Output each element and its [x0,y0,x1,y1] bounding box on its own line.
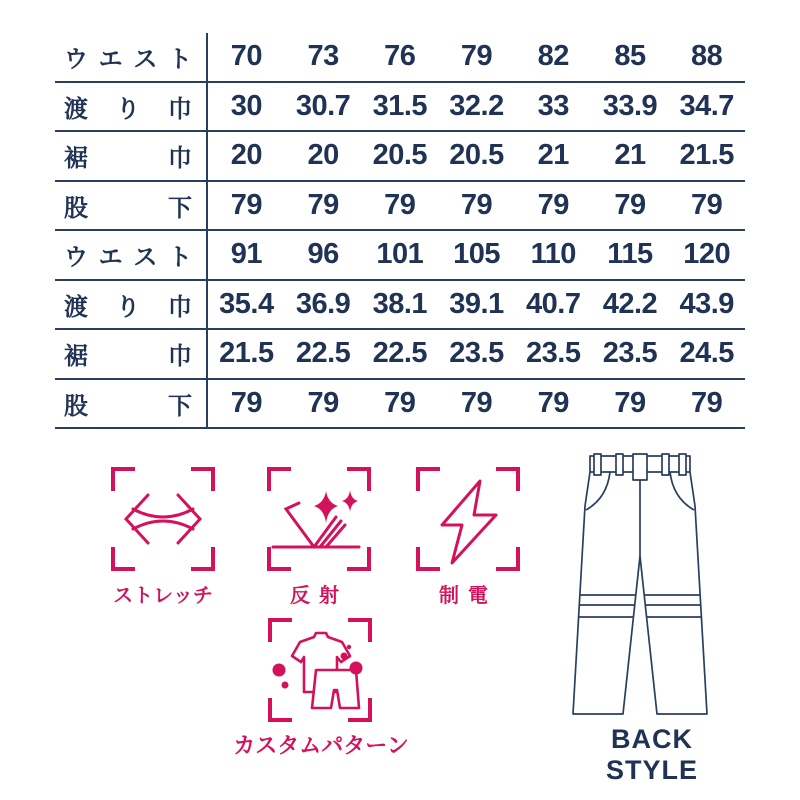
pants-back-icon [570,446,710,726]
table-row [55,380,745,430]
table-row [55,182,745,232]
table-cell: 36.9 [295,287,351,320]
table-cell: 73 [307,40,339,73]
row-label: 渡り巾 [55,281,208,329]
table-row [55,231,745,281]
row-label: 裾巾 [55,132,208,180]
table-cell: 42.2 [602,287,658,320]
table-cell: 115 [607,238,653,271]
reflective-icon [259,459,379,579]
table-cell: 79 [384,188,416,221]
table-cell: 43.9 [679,287,734,320]
table-cell: 79 [460,386,493,419]
table-cell: 20.5 [449,139,504,172]
row-label: 渡り巾 [55,83,208,131]
row-label: 裾巾 [55,330,208,378]
table-cell: 70 [230,40,262,73]
back-style-label: BACK STYLE [605,724,698,785]
table-cell: 24.5 [679,337,734,370]
row-label: 股下 [55,182,208,230]
table-cell: 40.7 [526,287,581,320]
table-cell: 79 [691,386,723,419]
table-row [55,33,745,83]
table-cell: 30.7 [295,89,351,122]
table-cell: 35.4 [219,287,274,320]
table-cell: 34.7 [679,89,734,122]
table-cell: 33 [537,89,569,122]
table-cell: 79 [537,188,569,221]
table-cell: 120 [683,238,731,271]
table-cell: 101 [376,238,424,271]
anti-static-icon [408,459,528,579]
table-cell: 21.5 [219,337,274,370]
table-row [55,132,745,182]
row-label: 股下 [55,380,208,428]
pants-back-view [570,446,710,731]
table-cell: 79 [307,386,339,419]
table-cell: 21 [537,139,569,172]
table-cell: 79 [230,188,262,221]
table-cell: 33.9 [602,89,658,122]
table-cell: 79 [307,188,339,221]
feature-stretch [103,459,223,584]
table-cell: 79 [691,188,723,221]
feature-reflective-label: 反射 [290,585,348,607]
feature-anti-static [408,459,528,584]
table-cell: 105 [453,238,500,271]
table-cell: 20.5 [372,139,428,172]
table-cell: 110 [530,238,576,271]
feature-custom-pattern [260,610,380,735]
table-cell: 32.2 [449,89,504,122]
table-cell: 20 [307,139,339,172]
table-cell: 22.5 [372,337,428,370]
table-cell: 20 [230,139,262,172]
table-cell: 30 [230,89,262,122]
table-cell: 23.5 [526,337,581,370]
feature-anti-static-label: 制電 [439,585,497,607]
table-row [55,83,745,133]
size-table [55,33,745,429]
row-label: ウエスト [55,231,208,279]
table-cell: 79 [614,188,646,221]
table-cell: 96 [307,238,339,271]
table-cell: 79 [384,386,416,419]
feature-custom-pattern-label: カスタムパターン [233,733,409,758]
table-cell: 21.5 [679,139,734,172]
table-cell: 21 [614,139,646,172]
table-cell: 23.5 [602,337,658,370]
table-cell: 79 [614,386,646,419]
table-cell: 79 [460,188,493,221]
table-row [55,330,745,380]
lightning-bolt-icon [442,481,496,563]
table-cell: 88 [691,40,723,73]
table-row [55,281,745,331]
table-cell: 85 [614,40,646,73]
table-cell: 79 [460,40,493,73]
table-cell: 82 [537,40,569,73]
custom-pattern-icon [260,610,380,730]
table-cell: 79 [230,386,262,419]
row-label: ウエスト [55,33,208,81]
table-cell: 79 [537,386,569,419]
table-cell: 22.5 [295,337,351,370]
stretch-icon [103,459,223,579]
table-cell: 31.5 [372,89,428,122]
feature-reflective [259,459,379,584]
table-cell: 39.1 [449,287,504,320]
table-cell: 91 [230,238,262,271]
table-cell: 38.1 [372,287,428,320]
table-cell: 23.5 [449,337,504,370]
feature-stretch-label: ストレッチ [113,585,213,607]
table-cell: 76 [384,40,416,73]
shorts-icon [312,670,359,708]
